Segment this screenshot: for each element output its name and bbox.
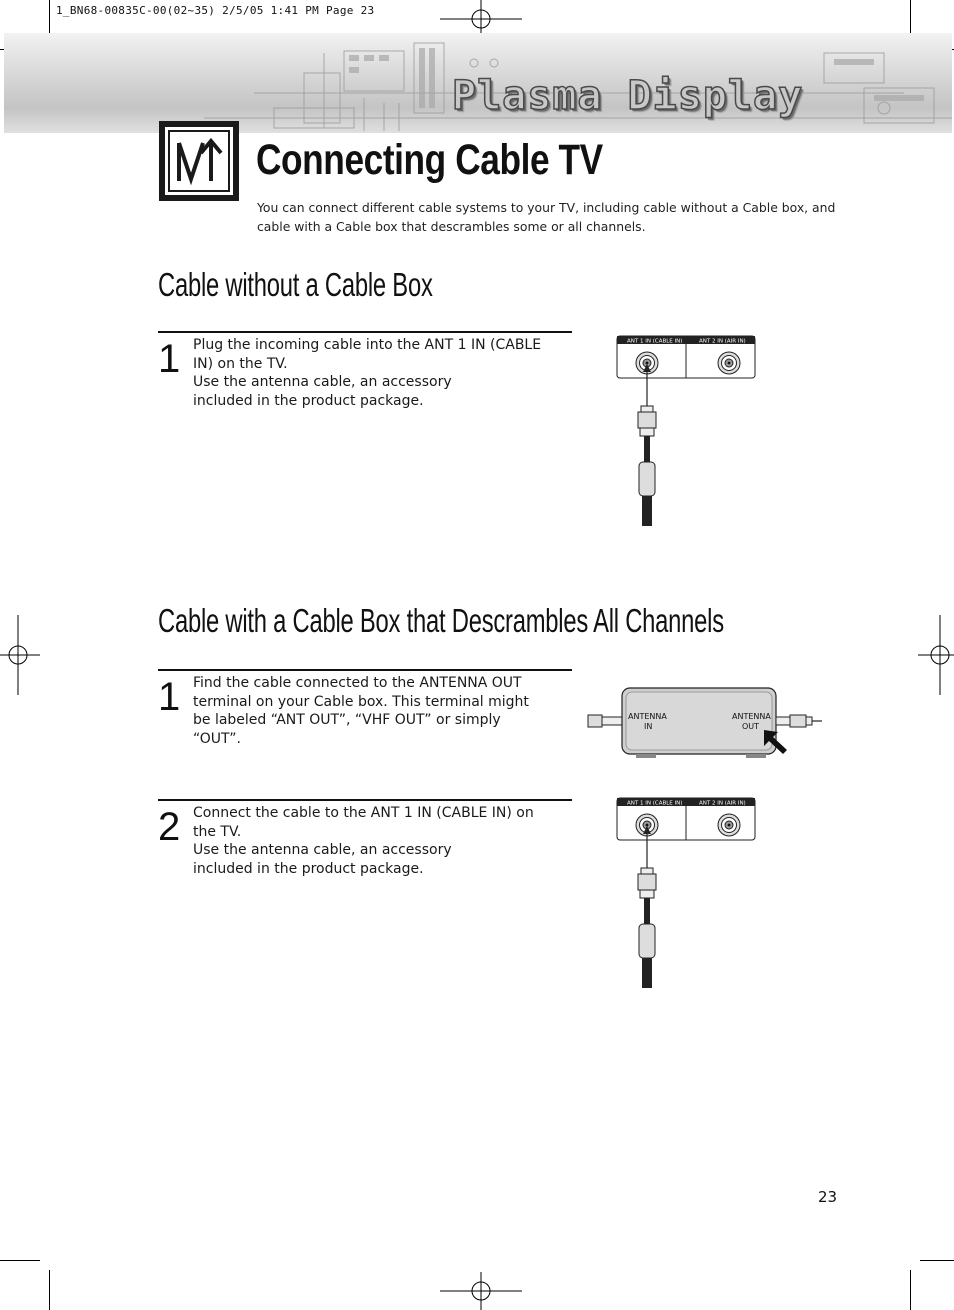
step-line: Find the cable connected to the ANTENNA OUT terminal on your Cable box. This terminal might be labeled “ANT OUT”, “VHF OUT” or simply “OUT”.: [193, 675, 529, 747]
step-line: Connect the cable to the ANT 1 IN (CABLE IN) on the TV.: [193, 805, 534, 840]
input-cable: [588, 715, 622, 727]
ant2-jack: [718, 352, 740, 374]
step-text: [193, 336, 563, 410]
section-heading-without-box: Cable without a Cable Box: [158, 266, 433, 303]
coax-cable: [638, 826, 656, 988]
section-rule: [158, 331, 572, 333]
section-rule: [158, 669, 572, 671]
registration-mark-right: [918, 615, 954, 695]
box-in-label-2: IN: [644, 722, 653, 731]
box-out-label-2: OUT: [742, 722, 760, 731]
tv-antenna-panel-diagram: [614, 334, 760, 529]
step-line: Use the antenna cable, an accessory included in the product package.: [193, 374, 452, 409]
registration-mark-bottom: [440, 1272, 522, 1310]
section-rule: [158, 799, 572, 801]
ant2-label: ANT 2 IN (AIR IN): [699, 338, 746, 345]
connection-arrows-icon: [159, 121, 239, 201]
ant2-label: ANT 2 IN (AIR IN): [699, 800, 746, 807]
box-in-label-1: ANTENNA: [628, 712, 667, 721]
coax-cable: [638, 364, 656, 526]
step-number: 1: [158, 337, 181, 381]
registration-mark-left: [0, 615, 40, 695]
intro-paragraph: You can connect different cable systems to your TV, including cable without a Cable box, and cable with a Cable box that descrambles some or all channels.: [257, 200, 836, 234]
step-text: [193, 674, 538, 748]
box-out-label-1: ANTENNA: [732, 712, 771, 721]
ant2-jack: [718, 814, 740, 836]
step-line: Use the antenna cable, an accessory included in the product package.: [193, 842, 452, 877]
step-line: Plug the incoming cable into the ANT 1 IN (CABLE IN) on the TV.: [193, 337, 542, 372]
step-number: 1: [158, 675, 181, 719]
ant1-label: ANT 1 IN (CABLE IN): [627, 338, 683, 345]
output-cable: [776, 715, 822, 727]
page-title: Connecting Cable TV: [256, 136, 603, 184]
page-number: 23: [818, 1188, 838, 1206]
header-banner: [4, 33, 952, 133]
cable-box-diagram: [586, 682, 826, 762]
tv-antenna-panel-diagram: [614, 796, 760, 991]
step-number: 2: [158, 805, 181, 849]
ant1-label: ANT 1 IN (CABLE IN): [627, 800, 683, 807]
section-heading-with-box: Cable with a Cable Box that Descrambles All Channels: [158, 602, 724, 639]
step-text: [193, 804, 563, 878]
banner-title: Plasma Display: [452, 73, 804, 119]
print-slug: 1_BN68-00835C-00(02~35) 2/5/05 1:41 PM Page 23: [56, 4, 375, 17]
